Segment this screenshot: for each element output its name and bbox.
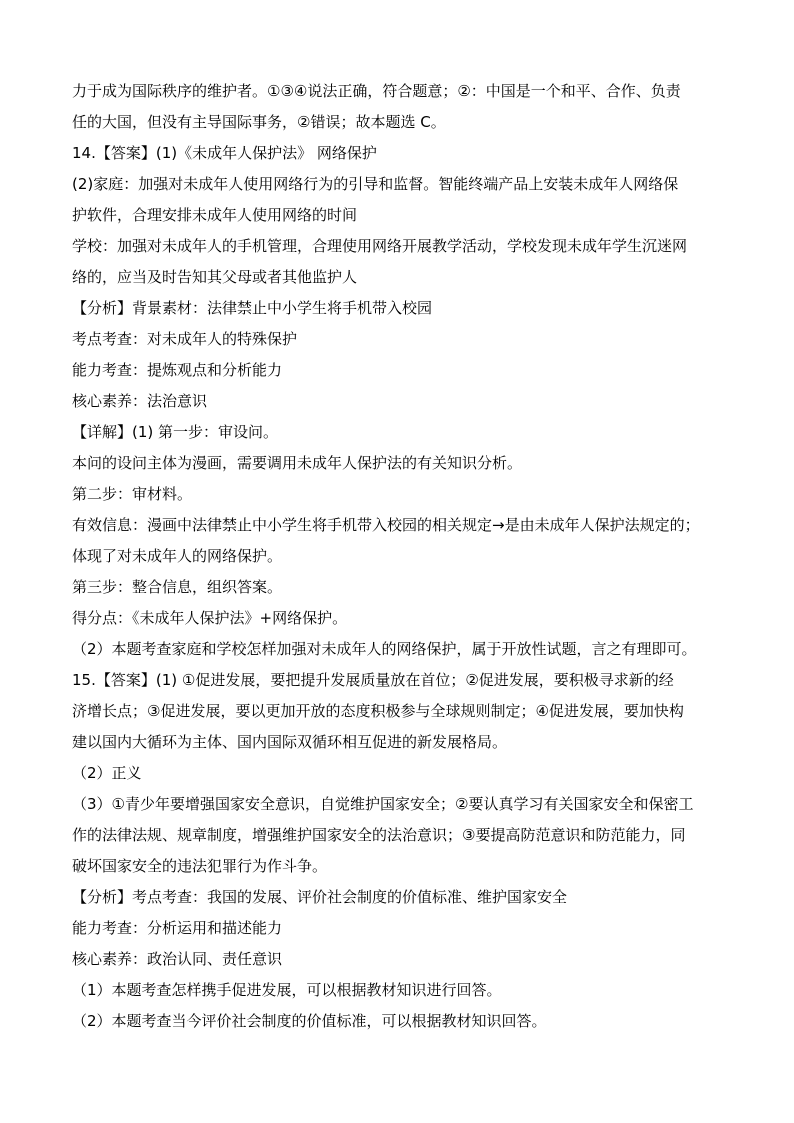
text-line: 得分点：《未成年人保护法》+网络保护。 (72, 609, 348, 627)
text-line: 能力考查：提炼观点和分析能力 (72, 361, 283, 379)
text-line: 体现了对未成年人的网络保护。 (72, 547, 283, 565)
text-line: （2）本题考查当今评价社会制度的价值标准，可以根据教材知识回答。 (72, 1012, 547, 1030)
text-line: 核心素养：政治认同、责任意识 (72, 950, 283, 968)
text-line: （3）①青少年要增强国家安全意识，自觉维护国家安全；②要认真学习有关国家安全和保密工 (72, 795, 694, 813)
text-line: 任的大国，但没有主导国际事务，②错误；故本题选 C。 (72, 113, 446, 131)
text-line: 考点考查：对未成年人的特殊保护 (72, 330, 298, 348)
answer-14-heading: 14.【答案】(1)《未成年人保护法》 网络保护 (72, 144, 377, 162)
document-page (72, 76, 724, 1037)
text-line: 第二步：审材料。 (72, 485, 193, 503)
text-line: 学校：加强对未成年人的手机管理，合理使用网络开展教学活动，学校发现未成年学生沉迷网 (72, 237, 688, 255)
text-line: （2）本题考查家庭和学校怎样加强对未成年人的网络保护，属于开放性试题，言之有理即可。 (72, 640, 697, 658)
answer-15-heading: 15.【答案】(1) ①促进发展，要把提升发展质量放在首位；②促进发展，要积极寻求新的经 (72, 671, 674, 689)
text-line: 作的法律法规、规章制度，增强维护国家安全的法治意识；③要提高防范意识和防范能力，同 (72, 826, 686, 844)
text-line: 有效信息：漫画中法律禁止中小学生将手机带入校园的相关规定→是由未成年人保护法规定的； (72, 516, 700, 534)
text-line: 本问的设问主体为漫画，需要调用未成年人保护法的有关知识分析。 (72, 454, 523, 472)
text-line: （1）本题考查怎样携手促进发展，可以根据教材知识进行回答。 (72, 981, 502, 999)
text-line: 络的，应当及时告知其父母或者其他监护人 (72, 268, 358, 286)
text-line: 济增长点；③促进发展，要以更加开放的态度积极参与全球规则制定；④促进发展，要加快构 (72, 702, 684, 720)
text-line: 能力考查：分析运用和描述能力 (72, 919, 283, 937)
text-line: 核心素养：法治意识 (72, 392, 208, 410)
text-line: 破坏国家安全的违法犯罪行为作斗争。 (72, 857, 328, 875)
explanation-line: 【详解】(1) 第一步：审设问。 (72, 423, 279, 441)
text-line: 力于成为国际秩序的维护者。①③④说法正确，符合题意；②：中国是一个和平、合作、负责 (72, 82, 681, 100)
analysis-line: 【分析】背景素材：法律禁止中小学生将手机带入校园 (72, 299, 433, 317)
text-line: 第三步：整合信息，组织答案。 (72, 578, 283, 596)
text-line: 护软件，合理安排未成年人使用网络的时间 (72, 206, 358, 224)
text-line: (2)家庭：加强对未成年人使用网络行为的引导和监督。智能终端产品上安装未成年人网络保 (72, 175, 679, 193)
text-line: 建以国内大循环为主体、国内国际双循环相互促进的新发展格局。 (72, 733, 508, 751)
analysis-line: 【分析】考点考查：我国的发展、评价社会制度的价值标准、维护国家安全 (72, 888, 568, 906)
text-line: （2）正义 (72, 764, 142, 782)
